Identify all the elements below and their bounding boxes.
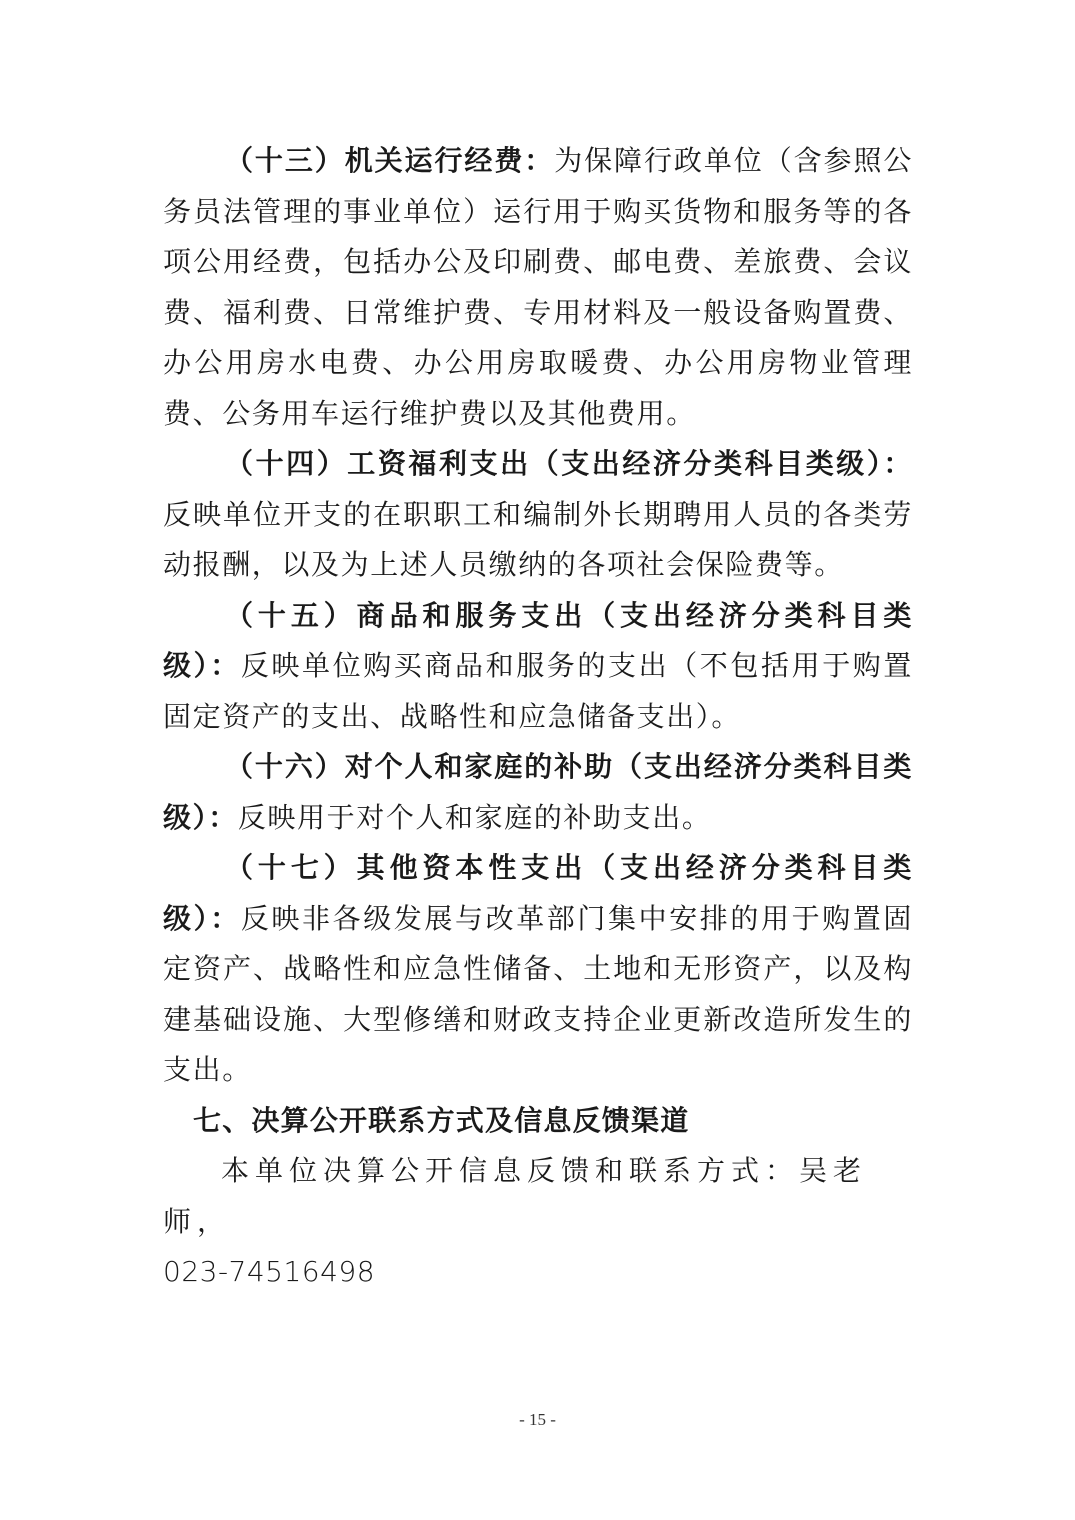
definition-term: （十三）机关运行经费： — [225, 144, 555, 177]
contact-text: 本单位决算公开信息反馈和联系方式：吴老师， — [163, 1154, 868, 1238]
definition-paragraph-15 — [163, 591, 913, 743]
definition-text: 为保障行政单位（含参照公务员法管理的事业单位）运行用于购买货物和服务等的各项公用经费，包括办公及印刷费、邮电费、差旅费、会议费、福利费、日常维护费、专用材料及一般设备购置费、办公用房水电费、办公用房取暖费、办公用房物业管理费、公务用车运行维护费以及其他费用。 — [163, 144, 913, 430]
definition-text: 反映非各级发展与改革部门集中安排的用于购置固定资产、战略性和应急性储备、土地和无形资产，以及构建基础设施、大型修缮和财政支持企业更新改造所发生的支出。 — [163, 901, 914, 1086]
definition-text: 反映单位开支的在职职工和编制外长期聘用人员的各类劳动报酬，以及为上述人员缴纳的各项社会保险费等。 — [163, 497, 913, 581]
contact-paragraph — [163, 1146, 913, 1298]
contact-phone: 023-74516498 — [163, 1255, 376, 1288]
definition-text: 反映单位购买商品和服务的支出（不包括用于购置固定资产的支出、战略性和应急储备支出）。 — [163, 649, 914, 733]
definition-term: （十五）商品和服务支出（支出经济分类科目类级）： — [163, 598, 913, 682]
definition-text: 反映用于对个人和家庭的补助支出。 — [237, 800, 712, 834]
definition-paragraph-13 — [163, 136, 913, 439]
section-heading: 七、决算公开联系方式及信息反馈渠道 — [193, 1103, 690, 1137]
definition-paragraph-14 — [163, 439, 913, 591]
definition-paragraph-16 — [163, 742, 913, 843]
definition-term: （十六）对个人和家庭的补助（支出经济分类科目类级）： — [163, 750, 913, 834]
definition-term: （十四）工资福利支出（支出经济分类科目类级）： — [225, 447, 913, 480]
definition-paragraph-17 — [163, 843, 913, 1096]
definition-term: （十七）其他资本性支出（支出经济分类科目类级）： — [163, 851, 913, 935]
page-number: - 15 - — [519, 1410, 556, 1429]
document-body — [163, 136, 913, 1298]
